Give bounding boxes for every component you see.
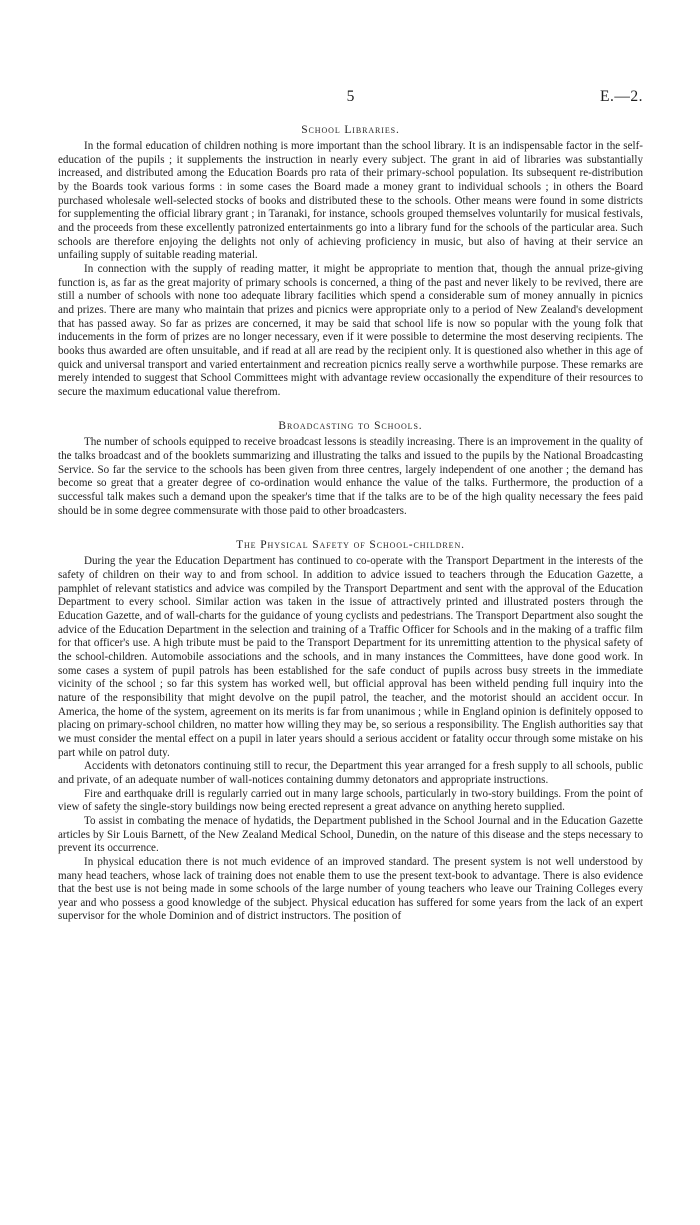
paragraph: In connection with the supply of reading matter, it might be appropriate to mention that, though the annual prize-giving function is, as far as the great majority of primary schools is concerned, a thing of the past and never likely to be revived, there are still a number of schools with none too adequate library facilities which spend a considerable sum of money annually in picnics and prizes. There are many who maintain that prizes and picnics were appropriate only to a period of New Zealand's development that has passed away. So far as prizes are concerned, it may be said that school life is now so popular with the young folk that inducements in the form of prizes are no longer necessary, even if it were possible to determine the most deserving recipients. The books thus awarded are often unsuitable, and if read at all are read by the recipient only. It is questioned also whether in this age of quick and universal transport and varied entertainment and recreation picnics really serve a worthwhile purpose. These remarks are merely intended to suggest that School Committees might with advantage review occasionally the expenditure of their resources to secure the maximum educational value therefrom. <box>58 262 643 398</box>
paragraph: To assist in combating the menace of hydatids, the Department published in the School Journal and in the Education Gazette articles by Sir Louis Barnett, of the New Zealand Medical School, Dunedin, on the nature of this disease and the steps necessary to prevent its occurrence. <box>58 814 643 855</box>
paragraph: In the formal education of children nothing is more important than the school library. It is an indispensable factor in the self-education of the pupils ; it supplements the instruction in nearly every subject. The grant in aid of libraries was substantially increased, and distributed among the Education Boards pro rata of their primary-school population. Its subsequent re-distribution by the Boards took various forms : in some cases the Board made a money grant to individual schools ; in others the Board purchased wholesale well-selected stocks of books and distributed these to the schools. Other means were found in some districts for supplementing the official library grant ; in Taranaki, for instance, schools grouped themselves voluntarily for musical festivals, and the proceeds from these excellently patronized entertainments go into a library fund for the schools of the particular area. Such schools are therefore enjoying the delights not only of achieving proficiency in music, but also of having at their service an unfailing supply of suitable reading material. <box>58 140 643 262</box>
paragraph: In physical education there is not much evidence of an improved standard. The present system is not well understood by many head teachers, whose lack of training does not enable them to use the present text-book to advantage. There is also evidence that the best use is not being made in some schools of the large number of young teachers who leave our Training Colleges every year and who possess a good knowledge of the subject. Physical education has suffered for some years from the lack of an expert supervisor for the whole Dominion and of district instructors. The position of <box>58 855 643 923</box>
page-header <box>58 88 643 108</box>
paragraph: Fire and earthquake drill is regularly carried out in many large schools, particularly in two-story buildings. From the point of view of safety the single-story buildings now being erected represent a great advance on anything hereto supplied. <box>58 787 643 814</box>
paragraph: Accidents with detonators continuing still to recur, the Department this year arranged for a fresh supply to all schools, public and private, of an adequate number of wall-notices containing dummy detonators and appropriate instructions. <box>58 760 643 786</box>
section-broadcasting-to-schools <box>58 416 643 518</box>
paragraph: The number of schools equipped to receive broadcast lessons is steadily increasing. There is an improvement in the quality of the talks broadcast and of the booklets summarizing and illustrating the talks and issued to the pupils by the National Broadcasting Service. So far the service to the schools has been given from three centres, largely independent of one another ; the demand has become so great that a greater degree of co-ordination would enhance the value of the talks. Furthermore, the production of a successful talk makes such a demand upon the speaker's time that if the talks are to be of the high quality necessary the fees paid should be in some degree commensurate with those paid to other broadcasters. <box>58 436 643 517</box>
section-school-libraries <box>58 120 643 399</box>
document-series-code: E.—2. <box>600 88 643 105</box>
page-number: 5 <box>346 88 355 105</box>
paragraph: During the year the Education Department has continued to co-operate with the Transport Department in the interests of the safety of children on their way to and from school. In addition to advice issued to teachers through the Education Gazette, a pamphlet of relevant statistics and advice was compiled by the Transport Department and sent with the approval of the Education Department to every school. Similar action was taken in the issue of attractively printed and illustrated posters through the Education Gazette, and of wall-charts for the guidance of young cyclists and pedestrians. The Transport Department also sought the advice of the Education Department in the selection and training of a Traffic Officer for Schools and in the making of a traffic film for that officer's use. A high tribute must be paid to the Transport Department for its unremitting attention to the physical safety of the school-children. Automobile associations and the schools, and in many instances the Committees, have done good work. In some cases a system of pupil patrols has been established for the safe conduct of pupils across busy streets in the immediate vicinity of the school ; so far this system has worked well, but official approval has been witheld pending full inquiry into the nature of the responsibility that might devolve on the pupil patrol, the teacher, and the motorist should an accident occur. In America, the home of the system, agreement on its merits is far from unanimous ; while in England opinion is definitely opposed to placing on primary-school children, no matter how willing they may be, so serious a responsibility. The English authorities say that we must consider the mental effect on a pupil in later years should a serious accident or fatality occur through some mistake on his part while on patrol duty. <box>58 555 643 759</box>
section-heading: Broadcasting to Schools. <box>278 420 423 433</box>
document-body <box>58 120 643 924</box>
section-heading: The Physical Safety of School-children. <box>236 539 465 552</box>
section-physical-safety <box>58 535 643 924</box>
section-heading: School Libraries. <box>301 124 400 136</box>
